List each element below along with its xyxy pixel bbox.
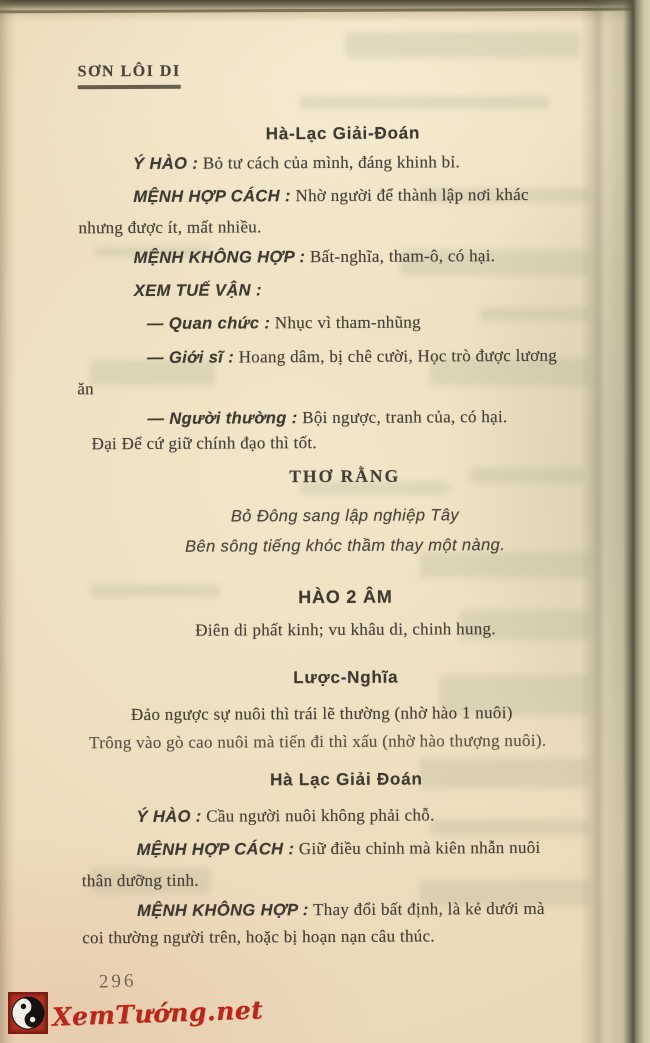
menh-hop-cach-2-text: Giữ điều chỉnh mà kiên nhẫn nuôi (298, 837, 541, 859)
nguoi-thuong-label: — Người thường : (147, 409, 298, 428)
y-hao-label: Ý HÀO : (133, 154, 199, 173)
dai-de-line: Đại Để cứ giữ chính đạo thì tốt. (91, 433, 318, 454)
watermark-site-name: XemTướng.net (51, 994, 264, 1032)
watermark (8, 992, 263, 1034)
gioi-si-label: — Giới sĩ : (147, 348, 235, 367)
hao-2-kinh-van: Điên di phất kinh; vu khâu di, chinh hung. (195, 619, 496, 640)
section2-title: Hà Lạc Giải Đoán (269, 769, 423, 790)
luoc-nghia-title: Lược-Nghĩa (293, 667, 399, 688)
menh-hop-cach-2-line-1 (137, 838, 541, 860)
hao-2-am-title: HÀO 2 ÂM (298, 586, 393, 608)
yin-yang-icon (8, 992, 48, 1034)
menh-khong-hop-2-line-1 (137, 899, 545, 921)
y-hao-line (133, 152, 460, 174)
menh-hop-cach-line-2: nhưng được ít, mất nhiều. (78, 217, 262, 238)
menh-khong-hop-2-line-2: coi thường người trên, hoặc bị hoạn nạn câu thúc. (82, 926, 435, 948)
menh-hop-cach-2-label: MỆNH HỢP CÁCH : (136, 840, 295, 859)
menh-khong-hop-label: MỆNH KHÔNG HỢP : (133, 248, 306, 267)
quan-chuc-text: Nhục vì tham-nhũng (274, 312, 422, 333)
quan-chuc-label: — Quan chức : (146, 314, 271, 333)
menh-hop-cach-text: Nhờ người để thành lập nơi khác (295, 184, 529, 206)
page-number: 296 (98, 970, 137, 993)
menh-khong-hop-text: Bất-nghĩa, tham-ô, có hại. (309, 246, 496, 267)
nguoi-thuong-text: Bội ngược, tranh của, có hại. (302, 407, 508, 428)
poem-line-2: Bên sông tiếng khóc thầm thay một nàng. (185, 536, 506, 556)
y-hao-2-label: Ý HÀO : (136, 807, 202, 826)
tho-rang-title: THƠ RẰNG (289, 465, 401, 487)
poem-line-1: Bỏ Đông sang lập nghiệp Tây (230, 506, 460, 526)
menh-khong-hop-line (134, 246, 496, 268)
luoc-nghia-line-2: Trông vào gò cao nuôi mà tiến đi thì xấu (nhờ hào thượng nuôi). (89, 730, 547, 753)
running-header-text: SƠN LÔI DI (78, 63, 181, 90)
quan-chuc-line (147, 312, 421, 333)
menh-hop-cach-2-line-2: thân dưỡng tinh. (81, 870, 199, 891)
y-hao-text: Bỏ tư cách của mình, đáng khinh bỉ. (202, 152, 461, 173)
menh-hop-cach-label: MỆNH HỢP CÁCH : (133, 187, 291, 206)
gioi-si-line-1 (147, 346, 557, 368)
menh-hop-cach-line-1 (133, 185, 529, 207)
xem-tue-van-heading: XEM TUẾ VẬN : (133, 281, 262, 300)
section1-title: Hà-Lạc Giải-Đoán (265, 123, 421, 144)
menh-khong-hop-2-label: MỆNH KHÔNG HỢP : (136, 901, 309, 920)
y-hao-2-text: Cầu người nuôi không phải chỗ. (206, 805, 435, 826)
gioi-si-line-2: ăn (77, 379, 95, 399)
nguoi-thuong-line (147, 407, 507, 429)
menh-khong-hop-2-text: Thay đổi bất định, là kẻ dưới mà (313, 898, 545, 920)
running-header (78, 61, 181, 82)
gioi-si-text: Hoang dâm, bị chê cười, Học trò được lương (238, 345, 558, 367)
y-hao-2-line (136, 805, 434, 827)
luoc-nghia-line-1: Đảo ngược sự nuôi thì trái lẽ thường (nhờ hào 1 nuôi) (130, 703, 513, 725)
